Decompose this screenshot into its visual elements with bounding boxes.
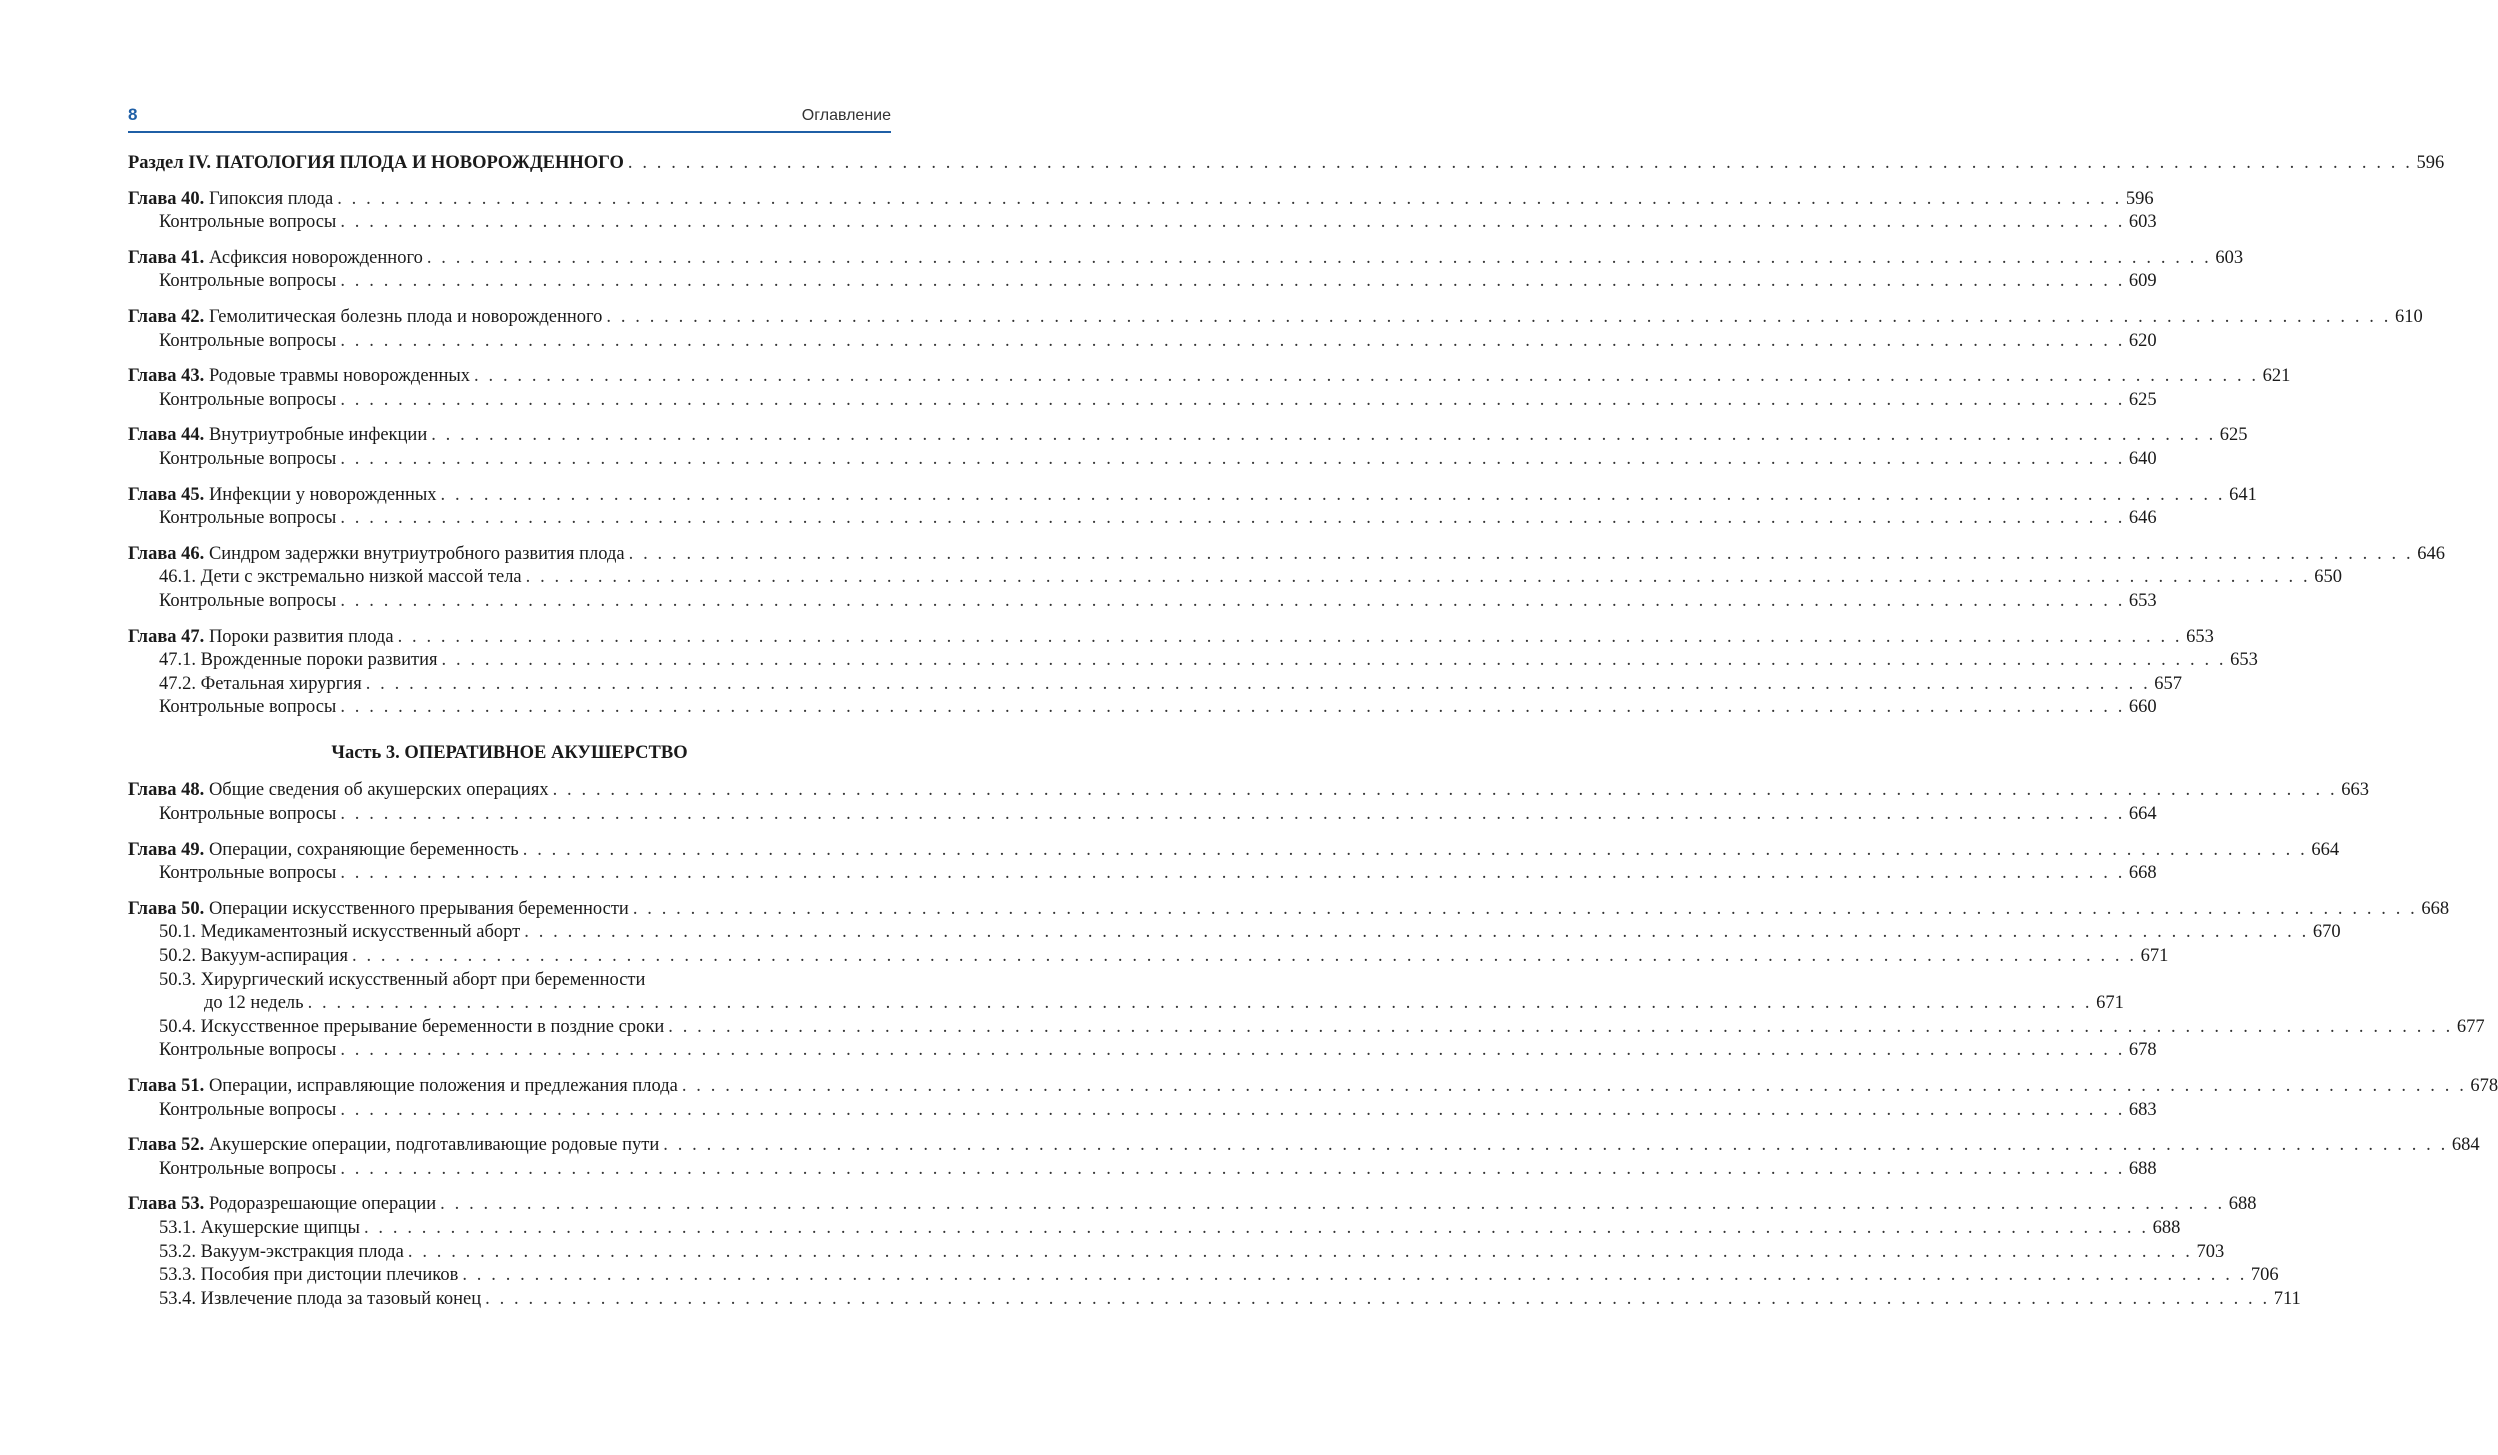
dot-leader: . . . . . . . . . . . . . . . . . . . . . . . . . . . . . . . . . . . . . . . . . . . . . . . . . . . . . . . . . . . . . . . . . . . . . . . . . . . . . . . . . . . . . . . . . . . . . . . . . . . . . . . . . . . . . . . . . . . . . . . . . . . . (485, 1288, 2270, 1309)
page-ref: 653 (2230, 650, 2258, 671)
page-ref: 653 (2186, 626, 2214, 647)
toc-entry[interactable] (128, 1193, 2257, 1217)
toc-chapter-41 (128, 247, 2244, 294)
page-ref: 646 (2417, 543, 2445, 564)
running-title: Оглавление (801, 107, 891, 124)
toc-entry[interactable] (128, 839, 2340, 863)
questions-title: Контрольные вопросы (159, 508, 337, 529)
toc-chapter-43 (128, 365, 2291, 412)
dot-leader: . . . . . . . . . . . . . . . . . . . . . . . . . . . . . . . . . . . . . . . . . . . . . . . . . . . . . . . . . . . . . . . . . . . . . . . . . . . . . . . . . . . . . . . . . . . . . . . . . . . . . . . . . . . . . . . . . . . . . . . . . . . . (340, 508, 2125, 529)
page-ref: 646 (2128, 508, 2157, 529)
subsection-title: 53.3. Пособия при дистоции плечиков (159, 1265, 459, 1286)
chapter-number: Глава 40. (128, 188, 205, 209)
toc-chapter-40 (128, 188, 2157, 235)
toc-chapter-49 (128, 839, 2340, 886)
toc-entry[interactable] (128, 1217, 2181, 1241)
chapter-title: Операции искусственного прерывания беременности (208, 898, 629, 919)
dot-leader: . . . . . . . . . . . . . . . . . . . . . . . . . . . . . . . . . . . . . . . . . . . . . . . . . . . . . . . . . . . . . . . . . . . . . . . . . . . . . . . . . . . . . . . . . . . . . . . . . . . . . . . . . . . . . . . . . . . . . . . . . . . . (525, 567, 2311, 588)
toc-chapter-51 (128, 1075, 2498, 1122)
page-ref: 663 (2341, 780, 2369, 801)
page-number: 8 (128, 105, 138, 124)
toc-entry[interactable] (128, 898, 2450, 922)
page-header (128, 105, 891, 133)
toc-chapter-52 (128, 1134, 2480, 1181)
chapter-number: Глава 42. (128, 306, 205, 327)
subsection-title: 47.2. Фетальная хирургия (159, 673, 362, 694)
dot-leader: . . . . . . . . . . . . . . . . . . . . . . . . . . . . . . . . . . . . . . . . . . . . . . . . . . . . . . . . . . . . . . . . . . . . . . . . . . . . . . . . . . . . . . . . . . . . . . . . . . . . . . . . . . . . . . . . . . . . . . . . . . . . (340, 212, 2125, 233)
toc-chapter-46 (128, 543, 2445, 614)
questions-title: Контрольные вопросы (159, 590, 337, 611)
toc-chapter-42 (128, 306, 2423, 353)
toc-entry[interactable] (128, 507, 2157, 531)
page-ref: 640 (2128, 448, 2157, 469)
page-ref: 660 (2128, 697, 2157, 718)
chapter-title: Гипоксия плода (208, 188, 334, 209)
questions-title: Контрольные вопросы (159, 1158, 337, 1179)
page-ref: 703 (2196, 1241, 2225, 1262)
dot-leader: . . . . . . . . . . . . . . . . . . . . . . . . . . . . . . . . . . . . . . . . . . . . . . . . . . . . . . . . . . . . . . . . . . . . . . . . . . . . . . . . . . . . . . . . . . . . . . . . . . . . . . . . . . . . . . . . . . . . . . . . . . . . (474, 366, 2259, 387)
questions-title: Контрольные вопросы (159, 448, 337, 469)
toc-entry[interactable] (128, 543, 2445, 567)
dot-leader: . . . . . . . . . . . . . . . . . . . . . . . . . . . . . . . . . . . . . . . . . . . . . . . . . . . . . . . . . . . . . . . . . . . . . . . . . . . . . . . . . . . . . . . . . . . . . . . . . . . . . . . . . . . . . . . . . . . . . . . . . . . . (352, 946, 2137, 967)
dot-leader: . . . . . . . . . . . . . . . . . . . . . . . . . . . . . . . . . . . . . . . . . . . . . . . . . . . . . . . . . . . . . . . . . . . . . . . . . . . . . . . . . . . . . . . . . . . . . . . . . . . . . . . . . . . . . . . . . . . . . . . . . . . . (340, 1158, 2125, 1179)
questions-title: Контрольные вопросы (159, 863, 337, 884)
subsection-title: 46.1. Дети с экстремально низкой массой тела (159, 567, 522, 588)
chapter-number: Глава 53. (128, 1194, 205, 1215)
dot-leader: . . . . . . . . . . . . . . . . . . . . . . . . . . . . . . . . . . . . . . . . . . . . . . . . . . . . . . . . . . . . . . . . . . . . . . . . . . . . . . . . . . . . . . . . . . . . . . . . . . . . . . . . . . . . . . . . . . . . . . . . . . . . (628, 543, 2414, 564)
dot-leader: . . . . . . . . . . . . . . . . . . . . . . . . . . . . . . . . . . . . . . . . . . . . . . . . . . . . . . . . . . . . . . . . . . . . . . . . . . . . . . . . . . . . . . . . . . . . . . . . . . . . . . . . . . . . . . . . . . . . . . . . . . . . (340, 590, 2125, 611)
subsection-title: 50.4. Искусственное прерывание беременности в поздние сроки (159, 1016, 665, 1037)
dot-leader: . . . . . . . . . . . . . . . . . . . . . . . . . . . . . . . . . . . . . . . . . . . . . . . . . . . . . . . . . . . . . . . . . . . . . . . . . . . . . . . . . . . . . . . . . . . . . . . . . . . . . . . . . . . . . . . . . . . . . . . . . . . . (681, 1076, 2467, 1096)
subsection-title[interactable]: 50.3. Хирургический искусственный аборт при беременности (159, 969, 646, 990)
section-title: Раздел IV. ПАТОЛОГИЯ ПЛОДА И НОВОРОЖДЕННОГО (128, 153, 624, 173)
toc-entry[interactable] (128, 484, 2257, 508)
page-ref: 671 (2096, 993, 2124, 1014)
dot-leader: . . . . . . . . . . . . . . . . . . . . . . . . . . . . . . . . . . . . . . . . . . . . . . . . . . . . . . . . . . . . . . . . . . . . . . . . . . . . . . . . . . . . . . . . . . . . . . . . . . . . . . . . . . . . . . . . . . . . . . . . . . . . (363, 1217, 2149, 1238)
page-ref: 603 (2128, 212, 2157, 233)
chapter-title: Внутриутробные инфекции (208, 425, 428, 446)
chapter-number: Глава 41. (128, 247, 205, 268)
chapter-title: Синдром задержки внутриутробного развития плода (208, 543, 625, 564)
toc-entry[interactable] (128, 1016, 2485, 1040)
toc-entry[interactable] (128, 566, 2342, 590)
toc-section-4 (128, 152, 2445, 176)
page-ref: 641 (2229, 484, 2257, 505)
dot-leader: . . . . . . . . . . . . . . . . . . . . . . . . . . . . . . . . . . . . . . . . . . . . . . . . . . . . . . . . . . . . . . . . . . . . . . . . . . . . . . . . . . . . . . . . . . . . . . . . . . . . . . . . . . . . . . . . . . . . . . . . . . . . (462, 1265, 2247, 1286)
questions-title: Контрольные вопросы (159, 1040, 337, 1061)
dot-leader: . . . . . . . . . . . . . . . . . . . . . . . . . . . . . . . . . . . . . . . . . . . . . . . . . . . . . . . . . . . . . . . . . . . . . . . . . . . . . . . . . . . . . . . . . . . . . . . . . . . . . . . . . . . . . . . . . . . . . . . . . . . . (340, 1099, 2125, 1120)
toc-entry[interactable] (128, 188, 2154, 212)
chapter-title: Операции, исправляющие положения и предлежания плода (208, 1076, 678, 1096)
toc-entry[interactable] (128, 211, 2157, 235)
page-ref: 625 (2219, 425, 2248, 446)
page-ref: 610 (2394, 306, 2423, 327)
toc-chapter-45 (128, 484, 2257, 531)
toc-entry[interactable] (128, 1241, 2225, 1265)
toc-entry[interactable] (128, 330, 2157, 354)
toc-entry[interactable] (128, 1134, 2480, 1158)
page-ref: 668 (2128, 863, 2157, 884)
toc-chapter-48 (128, 779, 2369, 826)
dot-leader: . . . . . . . . . . . . . . . . . . . . . . . . . . . . . . . . . . . . . . . . . . . . . . . . . . . . . . . . . . . . . . . . . . . . . . . . . . . . . . . . . . . . . . . . . . . . . . . . . . . . . . . . . . . . . . . . . . . . . . . . . . . . (663, 1135, 2448, 1156)
toc-entry[interactable] (128, 1039, 2157, 1063)
page-ref: 603 (2215, 247, 2244, 268)
dot-leader: . . . . . . . . . . . . . . . . . . . . . . . . . . . . . . . . . . . . . . . . . . . . . . . . . . . . . . . . . . . . . . . . . . . . . . . . . . . . . . . . . . . . . . . . . . . . . . . . . . . . . . . . . . . . . . . . . . . . . . . . . . . . (632, 898, 2418, 919)
page-ref: 596 (2416, 153, 2445, 173)
dot-leader: . . . . . . . . . . . . . . . . . . . . . . . . . . . . . . . . . . . . . . . . . . . . . . . . . . . . . . . . . . . . . . . . . . . . . . . . . . . . . . . . . . . . . . . . . . . . . . . . . . . . . . . . . . . . . . . . . . . . . . . . . . . . (407, 1241, 2193, 1262)
chapter-title: Инфекции у новорожденных (208, 484, 437, 505)
chapter-title: Родоразрешающие операции (208, 1194, 437, 1215)
chapter-number: Глава 51. (128, 1076, 205, 1096)
page-ref: 671 (2140, 946, 2169, 967)
toc-chapter-50 (128, 898, 2485, 1063)
toc-entry[interactable] (128, 365, 2291, 389)
dot-leader: . . . . . . . . . . . . . . . . . . . . . . . . . . . . . . . . . . . . . . . . . . . . . . . . . . . . . . . . . . . . . . . . . . . . . . . . . . . . . . . . . . . . . . . . . . . . . . . . . . . . . . . . . . . . . . . . . . . . . . . . . . . . (397, 626, 2183, 647)
dot-leader: . . . . . . . . . . . . . . . . . . . . . . . . . . . . . . . . . . . . . . . . . . . . . . . . . . . . . . . . . . . . . . . . . . . . . . . . . . . . . . . . . . . . . . . . . . . . . . . . . . . . . . . . . . . . . . . . . . . . . . . . . . . . (337, 188, 2122, 209)
dot-leader: . . . . . . . . . . . . . . . . . . . . . . . . . . . . . . . . . . . . . . . . . . . . . . . . . . . . . . . . . . . . . . . . . . . . . . . . . . . . . . . . . . . . . . . . . . . . . . . . . . . . . . . . . . . . . . . . . . . . . . . . . . . . (340, 271, 2125, 292)
toc-chapter-44 (128, 424, 2248, 471)
subsection-title: 47.1. Врожденные пороки развития (159, 650, 438, 671)
toc-entry[interactable] (128, 1158, 2157, 1182)
toc-chapter-47 (128, 626, 2258, 720)
page-ref: 596 (2125, 188, 2154, 209)
dot-leader: . . . . . . . . . . . . . . . . . . . . . . . . . . . . . . . . . . . . . . . . . . . . . . . . . . . . . . . . . . . . . . . . . . . . . . . . . . . . . . . . . . . . . . . . . . . . . . . . . . . . . . . . . . . . . . . . . . . . . . . . . . . . (340, 448, 2125, 469)
dot-leader: . . . . . . . . . . . . . . . . . . . . . . . . . . . . . . . . . . . . . . . . . . . . . . . . . . . . . . . . . . . . . . . . . . . . . . . . . . . . . . . . . . . . . . . . . . . . . . . . . . . . . . . . . . . . . . . . . . . . . . . . . . . . (524, 922, 2309, 943)
dot-leader: . . . . . . . . . . . . . . . . . . . . . . . . . . . . . . . . . . . . . . . . . . . . . . . . . . . . . . . . . . . . . . . . . . . . . . . . . . . . . . . . . . . . . . . . . . . . . . . . . . . . . . . . . . . . . . . . . . . . . . . . . . . . (431, 425, 2216, 446)
dot-leader: . . . . . . . . . . . . . . . . . . . . . . . . . . . . . . . . . . . . . . . . . . . . . . . . . . . . . . . . . . . . . . . . . . . . . . . . . . . . . . . . . . . . . . . . . . . . . . . . . . . . . . . . . . . . . . . . . . . . . . . . . . . . (627, 153, 2413, 173)
chapter-title: Операции, сохраняющие беременность (208, 839, 519, 860)
page-ref: 668 (2421, 898, 2450, 919)
toc-chapter-53 (128, 1193, 2301, 1311)
toc-entry[interactable] (128, 389, 2157, 413)
chapter-number: Глава 46. (128, 543, 205, 564)
chapter-number: Глава 48. (128, 780, 205, 801)
toc-entry[interactable] (128, 803, 2157, 827)
page-ref: 706 (2250, 1265, 2279, 1286)
chapter-title: Общие сведения об акушерских операциях (208, 780, 549, 801)
chapter-title: Акушерские операции, подготавливающие родовые пути (208, 1135, 660, 1156)
dot-leader: . . . . . . . . . . . . . . . . . . . . . . . . . . . . . . . . . . . . . . . . . . . . . . . . . . . . . . . . . . . . . . . . . . . . . . . . . . . . . . . . . . . . . . . . . . . . . . . . . . . . . . . . . . . . . . . . . . . . . . . . . . . . (340, 863, 2125, 884)
table-of-contents (128, 152, 2498, 1323)
chapter-number: Глава 45. (128, 484, 205, 505)
dot-leader: . . . . . . . . . . . . . . . . . . . . . . . . . . . . . . . . . . . . . . . . . . . . . . . . . . . . . . . . . . . . . . . . . . . . . . . . . . . . . . . . . . . . . . . . . . . . . . . . . . . . . . . . . . . . . . . . . . . . . . . . . . . . (307, 993, 2093, 1014)
chapter-number: Глава 47. (128, 626, 205, 647)
dot-leader: . . . . . . . . . . . . . . . . . . . . . . . . . . . . . . . . . . . . . . . . . . . . . . . . . . . . . . . . . . . . . . . . . . . . . . . . . . . . . . . . . . . . . . . . . . . . . . . . . . . . . . . . . . . . . . . . . . . . . . . . . . . . (340, 330, 2125, 351)
page-ref: 688 (2228, 1194, 2257, 1215)
toc-entry[interactable] (128, 424, 2248, 448)
toc-entry[interactable] (128, 1264, 2279, 1288)
page-ref: 664 (2128, 804, 2157, 825)
toc-entry[interactable] (128, 696, 2157, 720)
toc-entry[interactable] (128, 779, 2369, 803)
page-ref: 625 (2128, 389, 2157, 410)
toc-entry[interactable] (128, 1288, 2301, 1312)
page-ref: 683 (2128, 1099, 2157, 1120)
page-ref: 620 (2128, 330, 2157, 351)
dot-leader: . . . . . . . . . . . . . . . . . . . . . . . . . . . . . . . . . . . . . . . . . . . . . . . . . . . . . . . . . . . . . . . . . . . . . . . . . . . . . . . . . . . . . . . . . . . . . . . . . . . . . . . . . . . . . . . . . . . . . . . . . . . . (440, 484, 2226, 505)
questions-title: Контрольные вопросы (159, 212, 337, 233)
dot-leader: . . . . . . . . . . . . . . . . . . . . . . . . . . . . . . . . . . . . . . . . . . . . . . . . . . . . . . . . . . . . . . . . . . . . . . . . . . . . . . . . . . . . . . . . . . . . . . . . . . . . . . . . . . . . . . . . . . . . . . . . . . . . (340, 1040, 2125, 1061)
chapter-title: Гемолитическая болезнь плода и новорожденного (208, 306, 603, 327)
dot-leader: . . . . . . . . . . . . . . . . . . . . . . . . . . . . . . . . . . . . . . . . . . . . . . . . . . . . . . . . . . . . . . . . . . . . . . . . . . . . . . . . . . . . . . . . . . . . . . . . . . . . . . . . . . . . . . . . . . . . . . . . . . . . (441, 650, 2227, 671)
chapter-number: Глава 43. (128, 366, 205, 387)
chapter-number: Глава 49. (128, 839, 205, 860)
toc-entry[interactable] (128, 247, 2244, 271)
dot-leader: . . . . . . . . . . . . . . . . . . . . . . . . . . . . . . . . . . . . . . . . . . . . . . . . . . . . . . . . . . . . . . . . . . . . . . . . . . . . . . . . . . . . . . . . . . . . . . . . . . . . . . . . . . . . . . . . . . . . . . . . . . . . (552, 780, 2338, 801)
dot-leader: . . . . . . . . . . . . . . . . . . . . . . . . . . . . . . . . . . . . . . . . . . . . . . . . . . . . . . . . . . . . . . . . . . . . . . . . . . . . . . . . . . . . . . . . . . . . . . . . . . . . . . . . . . . . . . . . . . . . . . . . . . . . (668, 1016, 2453, 1037)
page-ref: 657 (2154, 673, 2183, 694)
questions-title: Контрольные вопросы (159, 271, 337, 292)
dot-leader: . . . . . . . . . . . . . . . . . . . . . . . . . . . . . . . . . . . . . . . . . . . . . . . . . . . . . . . . . . . . . . . . . . . . . . . . . . . . . . . . . . . . . . . . . . . . . . . . . . . . . . . . . . . . . . . . . . . . . . . . . . . . (340, 804, 2125, 825)
page-ref: 664 (2311, 839, 2340, 860)
toc-entry[interactable] (128, 862, 2157, 886)
toc-entry[interactable] (128, 945, 2169, 969)
dot-leader: . . . . . . . . . . . . . . . . . . . . . . . . . . . . . . . . . . . . . . . . . . . . . . . . . . . . . . . . . . . . . . . . . . . . . . . . . . . . . . . . . . . . . . . . . . . . . . . . . . . . . . . . . . . . . . . . . . . . . . . . . . . . (426, 247, 2212, 268)
toc-entry[interactable] (128, 673, 2183, 697)
part-heading: Часть 3. ОПЕРАТИВНОЕ АКУШЕРСТВО (331, 742, 688, 763)
questions-title: Контрольные вопросы (159, 697, 337, 718)
subsection-title: 53.2. Вакуум-экстракция плода (159, 1241, 404, 1262)
chapter-title: Пороки развития плода (208, 626, 394, 647)
subsection-title: 53.1. Акушерские щипцы (159, 1217, 360, 1238)
page-ref: 609 (2128, 271, 2157, 292)
toc-entry[interactable] (128, 992, 2124, 1016)
subsection-title-continuation: до 12 недель (204, 993, 304, 1014)
dot-leader: . . . . . . . . . . . . . . . . . . . . . . . . . . . . . . . . . . . . . . . . . . . . . . . . . . . . . . . . . . . . . . . . . . . . . . . . . . . . . . . . . . . . . . . . . . . . . . . . . . . . . . . . . . . . . . . . . . . . . . . . . . . . (365, 673, 2151, 694)
toc-entry[interactable] (128, 590, 2157, 614)
toc-entry[interactable] (128, 626, 2214, 650)
page-ref: 684 (2451, 1135, 2480, 1156)
toc-entry[interactable] (128, 649, 2258, 673)
dot-leader: . . . . . . . . . . . . . . . . . . . . . . . . . . . . . . . . . . . . . . . . . . . . . . . . . . . . . . . . . . . . . . . . . . . . . . . . . . . . . . . . . . . . . . . . . . . . . . . . . . . . . . . . . . . . . . . . . . . . . . . . . . . . (340, 389, 2125, 410)
page-ref: 711 (2273, 1288, 2301, 1309)
chapter-number: Глава 44. (128, 425, 205, 446)
toc-entry[interactable] (128, 270, 2157, 294)
toc-entry[interactable] (128, 152, 2445, 176)
page-ref: 650 (2314, 567, 2342, 588)
chapter-number: Глава 52. (128, 1135, 205, 1156)
dot-leader: . . . . . . . . . . . . . . . . . . . . . . . . . . . . . . . . . . . . . . . . . . . . . . . . . . . . . . . . . . . . . . . . . . . . . . . . . . . . . . . . . . . . . . . . . . . . . . . . . . . . . . . . . . . . . . . . . . . . . . . . . . . . (606, 306, 2391, 327)
questions-title: Контрольные вопросы (159, 1099, 337, 1120)
dot-leader: . . . . . . . . . . . . . . . . . . . . . . . . . . . . . . . . . . . . . . . . . . . . . . . . . . . . . . . . . . . . . . . . . . . . . . . . . . . . . . . . . . . . . . . . . . . . . . . . . . . . . . . . . . . . . . . . . . . . . . . . . . . . (522, 839, 2308, 860)
page-ref: 678 (2128, 1040, 2157, 1061)
page-ref: 678 (2470, 1076, 2498, 1096)
page-ref: 653 (2128, 590, 2157, 611)
subsection-title: 50.1. Медикаментозный искусственный аборт (159, 922, 521, 943)
questions-title: Контрольные вопросы (159, 389, 337, 410)
page-ref: 688 (2152, 1217, 2181, 1238)
page-ref: 621 (2262, 366, 2291, 387)
page-ref: 677 (2456, 1016, 2485, 1037)
dot-leader: . . . . . . . . . . . . . . . . . . . . . . . . . . . . . . . . . . . . . . . . . . . . . . . . . . . . . . . . . . . . . . . . . . . . . . . . . . . . . . . . . . . . . . . . . . . . . . . . . . . . . . . . . . . . . . . . . . . . . . . . . . . . (440, 1194, 2225, 1215)
subsection-title: 50.2. Вакуум-аспирация (159, 946, 349, 967)
subsection-title: 53.4. Извлечение плода за тазовый конец (159, 1288, 482, 1309)
chapter-title: Родовые травмы новорожденных (208, 366, 471, 387)
toc-entry[interactable] (128, 1099, 2157, 1123)
chapter-title: Асфиксия новорожденного (208, 247, 423, 268)
toc-entry[interactable] (128, 1075, 2498, 1099)
page-ref: 688 (2128, 1158, 2157, 1179)
toc-entry[interactable] (128, 306, 2423, 330)
toc-entry[interactable] (128, 921, 2341, 945)
chapter-number: Глава 50. (128, 898, 205, 919)
page-ref: 670 (2312, 922, 2341, 943)
questions-title: Контрольные вопросы (159, 804, 337, 825)
questions-title: Контрольные вопросы (159, 330, 337, 351)
toc-entry[interactable] (128, 448, 2157, 472)
dot-leader: . . . . . . . . . . . . . . . . . . . . . . . . . . . . . . . . . . . . . . . . . . . . . . . . . . . . . . . . . . . . . . . . . . . . . . . . . . . . . . . . . . . . . . . . . . . . . . . . . . . . . . . . . . . . . . . . . . . . . . . . . . . . (340, 697, 2125, 718)
